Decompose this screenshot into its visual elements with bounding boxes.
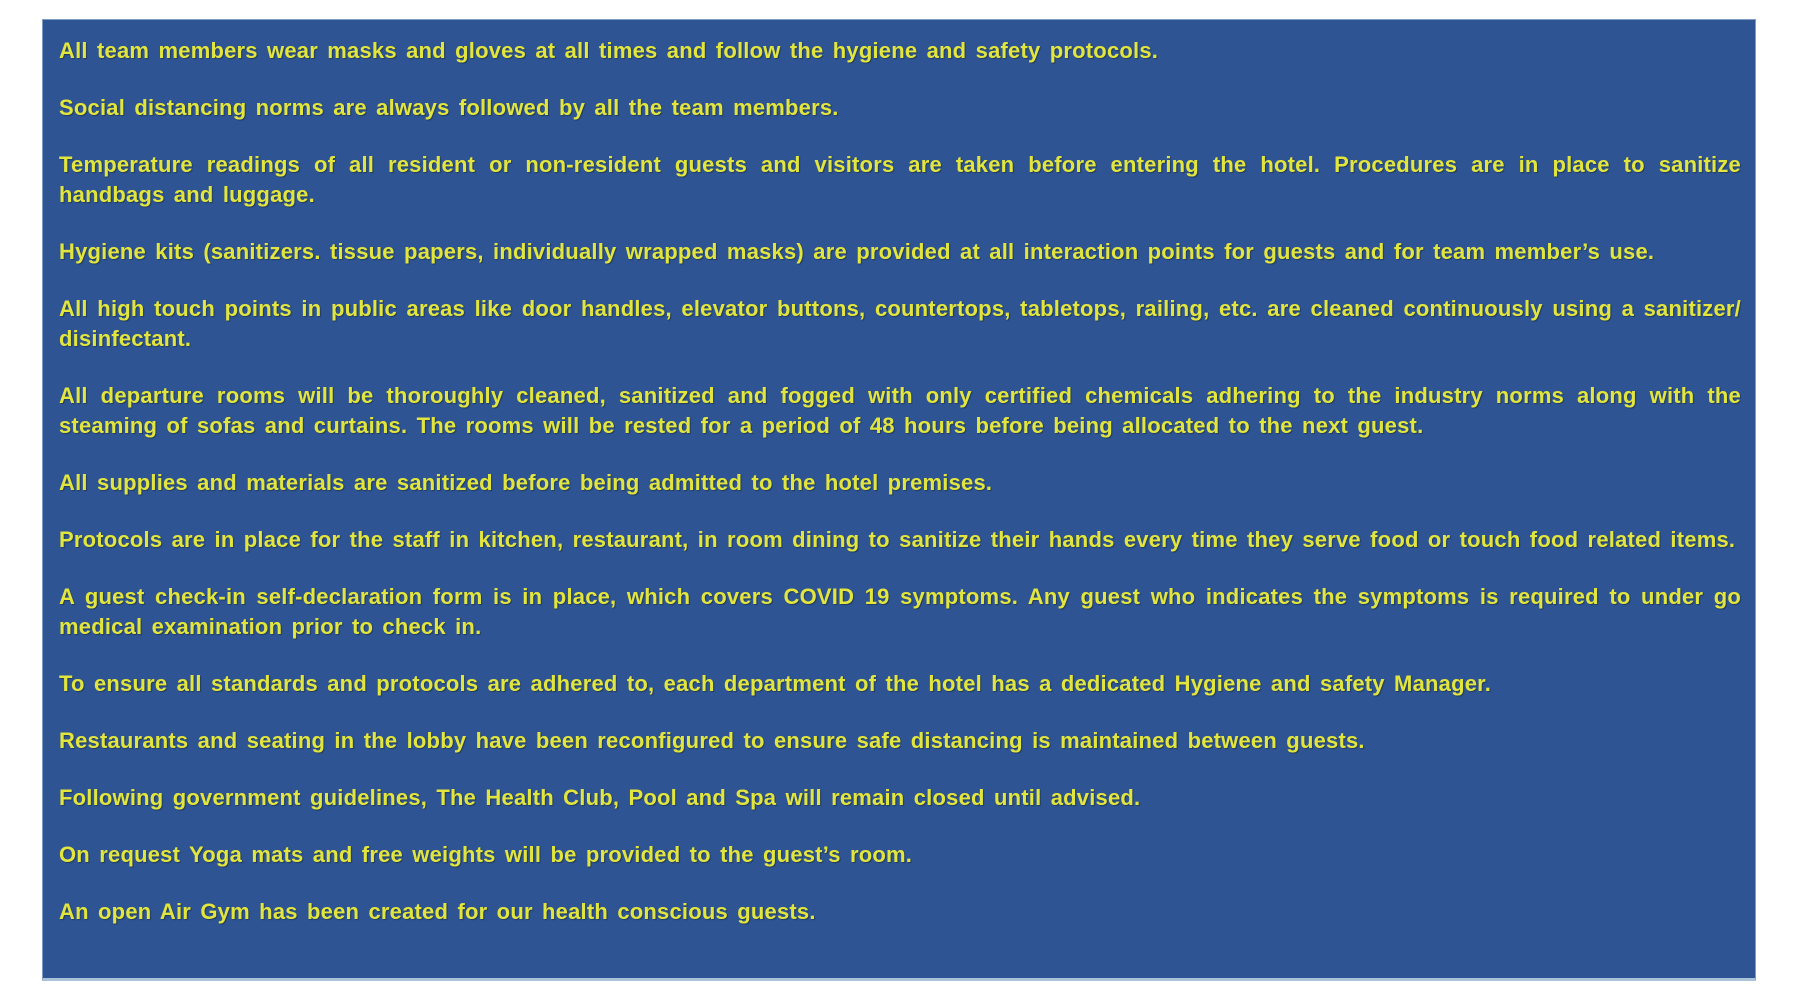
protocol-paragraph-kitchen-staff: Protocols are in place for the staff in kitchen, restaurant, in room dining to sanitize their hands every time they serve food or touch food related items. (59, 527, 1736, 552)
protocol-paragraph-social-distancing: Social distancing norms are always followed by all the team members. (59, 95, 839, 120)
protocol-paragraph-lobby-seating: Restaurants and seating in the lobby have been reconfigured to ensure safe distancing is maintained between guests. (59, 728, 1365, 753)
protocol-paragraph-high-touch-points: All high touch points in public areas like door handles, elevator buttons, countertops, tabletops, railing, etc. are cleaned continuously using a sanitizer/ disinfectant. (59, 296, 1741, 351)
protocol-paragraph-departure-rooms: All departure rooms will be thoroughly cleaned, sanitized and fogged with only certified chemicals adhering to the industry norms along with the steaming of sofas and curtains. The rooms will be rested for a period of 48 hours before being allocated to the next guest. (59, 383, 1741, 438)
protocol-paragraph-self-declaration: A guest check-in self-declaration form is in place, which covers COVID 19 symptoms. Any guest who indicates the symptoms is required to under go medical examination prior to check in. (59, 584, 1741, 639)
protocol-paragraph-temperature-readings: Temperature readings of all resident or non-resident guests and visitors are taken before entering the hotel. Procedures are in place to sanitize handbags and luggage. (59, 152, 1741, 207)
protocol-paragraph-masks-gloves: All team members wear masks and gloves at all times and follow the hygiene and safety protocols. (59, 38, 1159, 63)
protocol-paragraph-health-club-closed: Following government guidelines, The Health Club, Pool and Spa will remain closed until advised. (59, 785, 1141, 810)
protocol-paragraph-hygiene-manager: To ensure all standards and protocols are adhered to, each department of the hotel has a dedicated Hygiene and safety Manager. (59, 671, 1492, 696)
protocol-paragraph-supplies-sanitized: All supplies and materials are sanitized before being admitted to the hotel premises. (59, 470, 993, 495)
protocol-notice-panel (42, 19, 1756, 981)
protocol-paragraph-yoga-mats: On request Yoga mats and free weights will be provided to the guest’s room. (59, 842, 913, 867)
protocol-paragraph-hygiene-kits: Hygiene kits (sanitizers. tissue papers, individually wrapped masks) are provided at all interaction points for guests and for team member’s use. (59, 239, 1655, 264)
protocol-paragraph-open-air-gym: An open Air Gym has been created for our health conscious guests. (59, 899, 816, 924)
